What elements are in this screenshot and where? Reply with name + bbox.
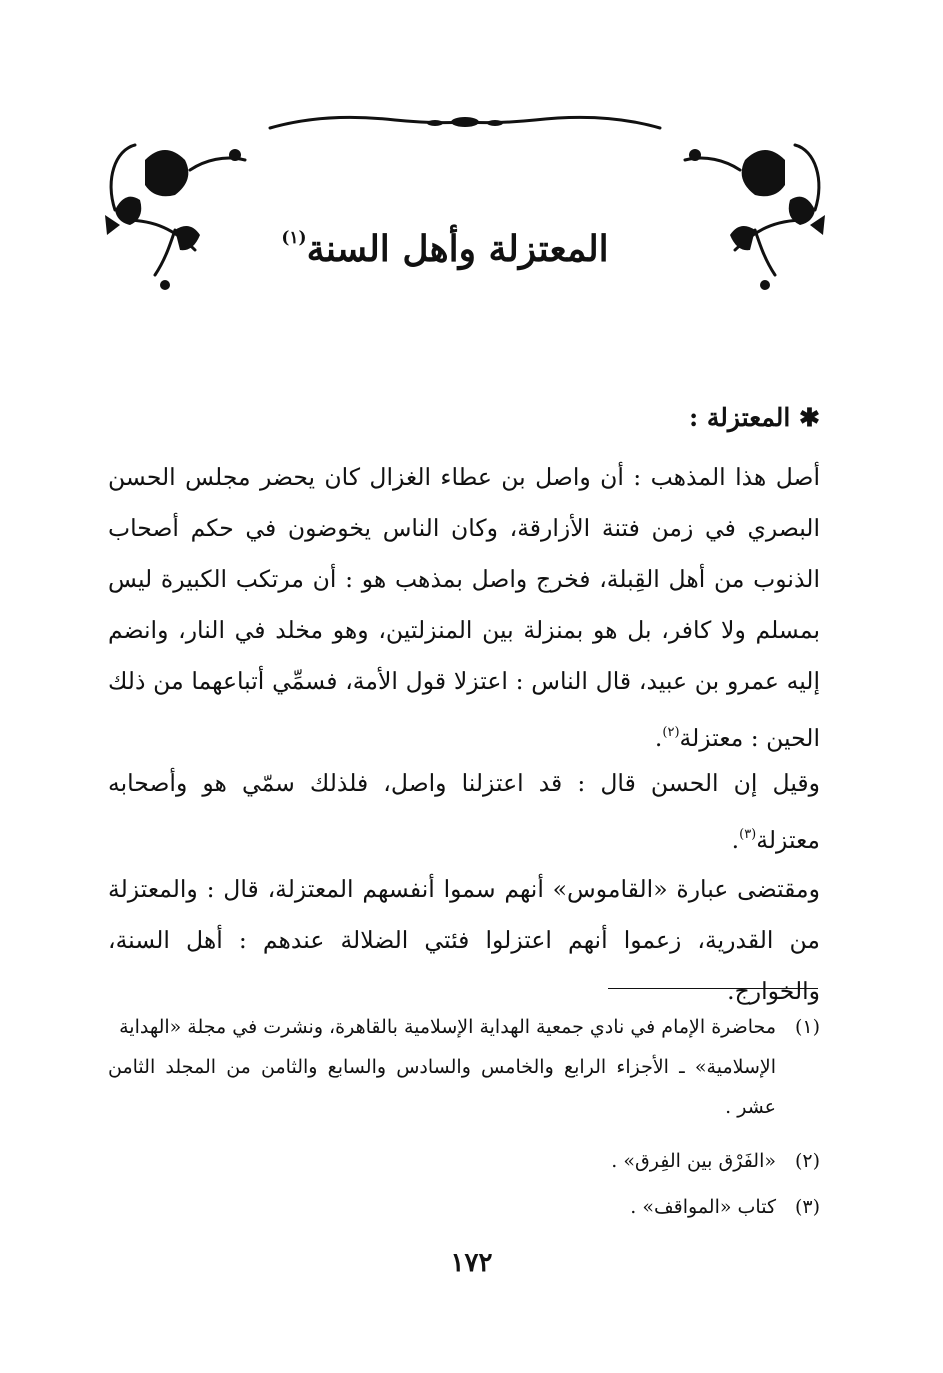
footnote-number: (٣) [794, 1196, 820, 1218]
paragraph-alternate-origin [108, 758, 820, 866]
footnote-1 [108, 1007, 820, 1127]
paragraph-end: . [654, 724, 663, 752]
title-text: المعتزلة وأهل السنة [306, 228, 609, 270]
page-number: ١٧٢ [450, 1248, 493, 1278]
footnote-3 [108, 1187, 820, 1227]
paragraph-origin [108, 452, 820, 764]
paragraph-text: أصل هذا المذهب : أن واصل بن عطاء الغزال كان يحضر مجلس الحسن البصري في زمن فتنة الأزارقة، وكان الناس يخوضون في حكم أصحاب الذنوب من أهل القِبلة، فخرج واصل بمذهب هو : أن مرتكب الكبيرة ليس بمسلم ولا كافر، بل هو بمنزلة بين المنزلتين، وهو مخلد في النار، وانضم إليه عمرو بن عبيد، قال الناس : اعتزلا قول الأمة، فسمِّي أتباعهما من ذلك الحين : معتزلة [108, 463, 820, 752]
footnote-ref-2: (٢) [662, 725, 680, 740]
footnote-text: كتاب «المواقف» . [630, 1196, 776, 1218]
page-title [230, 228, 660, 270]
paragraph-end: . [731, 826, 740, 854]
footnote-ref-3: (٣) [739, 827, 757, 842]
footnote-separator [608, 988, 818, 989]
paragraph-qamus: ومقتضى عبارة «القاموس» أنهم سموا أنفسهم المعتزلة، قال : والمعتزلة من القدرية، زعموا أنهم اعتزلوا فئتي الضلالة عندهم : أهل السنة، والخوارج. [108, 875, 820, 1005]
footnote-text-continued: الإسلامية» ـ الأجزاء الرابع والخامس والسادس والسابع والثامن من المجلد الثامن عشر . [108, 1056, 776, 1118]
footnote-number: (١) [794, 1016, 820, 1038]
paragraph-text: وقيل إن الحسن قال : قد اعتزلنا واصل، فلذلك سمّي هو وأصحابه معتزلة [108, 769, 820, 854]
footnote-text: محاضرة الإمام في نادي جمعية الهداية الإسلامية بالقاهرة، ونشرت في مجلة «الهداية [119, 1016, 776, 1038]
footnote-2 [108, 1141, 820, 1181]
footnote-text: «الفَرْق بين الفِرق» . [611, 1150, 776, 1172]
section-heading: ✱ المعتزلة : [688, 403, 820, 432]
decorative-header-ornament [95, 100, 835, 310]
footnote-number: (٢) [794, 1150, 820, 1172]
title-footnote-ref: (١) [281, 228, 307, 248]
